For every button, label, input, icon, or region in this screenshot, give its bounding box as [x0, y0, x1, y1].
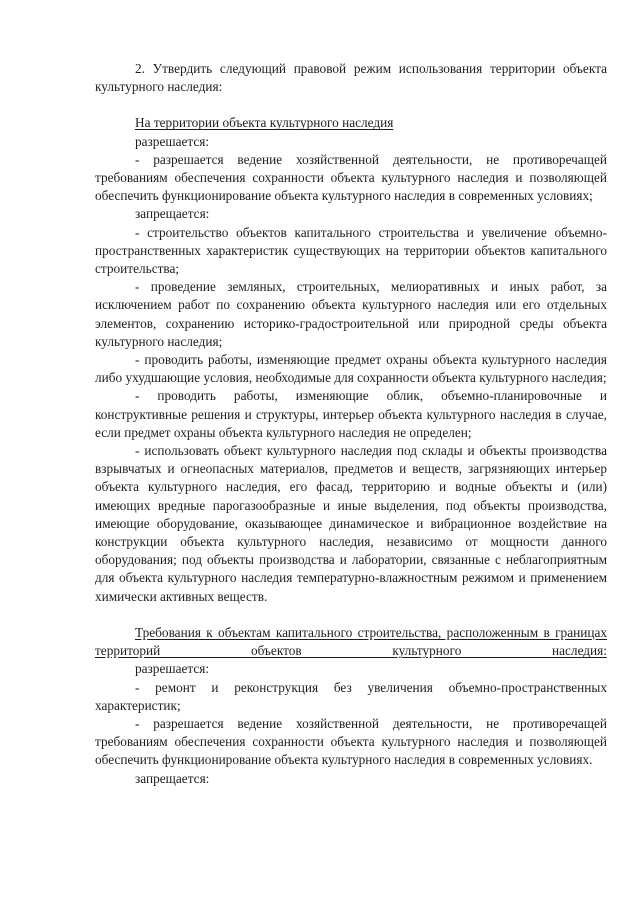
document-body [95, 60, 607, 788]
section1-forbidden-item: - строительство объектов капитального строительства и увеличение объемно-пространственных характеристик существующих на территории объектов капитального строительства; [95, 224, 607, 277]
section1-forbidden-item: - проводить работы, изменяющие предмет охраны объекта культурного наследия либо ухудшающие условия, необходимые для сохранности объекта культурного наследия; [95, 352, 607, 386]
section1-forbidden-item: - проведение земляных, строительных, мелиоративных и иных работ, за исключением работ по сохранению объекта культурного наследия или его отдельных элементов, сохранению историко-градостроительной или природной среды объекта культурного наследия; [95, 279, 607, 349]
section1-allowed-item: - разрешается ведение хозяйственной деятельности, не противоречащей требованиям обеспечения сохранности объекта культурного наследия и позволяющей обеспечить функционирование объекта культурного наследия в современных условиях; [95, 151, 607, 204]
spacer [95, 96, 607, 114]
section1-forbidden-item: - использовать объект культурного наследия под склады и объекты производства взрывчатых и огнеопасных материалов, предметов и веществ, загрязняющих интерьер объекта культурного наследия, его фасад, территорию и водные объекты и (или) имеющих вредные парогазообразные и иные выделения, под объекты производства, имеющие оборудование, оказывающее динамическое и вибрационное воздействие на конструкции объекта культурного наследия, независимо от мощности данного оборудования; под объекты производства и лаборатории, связанные с неблагоприятным для объекта культурного наследия температурно-влажностным режимом и применением химически активных веществ. [95, 443, 607, 604]
section2-heading: Требования к объектам капитального строительства, расположенным в границах территорий объектов культурного наследия: [95, 624, 607, 659]
intro-paragraph: 2. Утвердить следующий правовой режим использования территории объекта культурного наследия: [95, 61, 607, 95]
section2-allowed-item: - разрешается ведение хозяйственной деятельности, не противоречащей требованиям обеспечения сохранности объекта культурного наследия и позволяющей обеспечить функционирование объекта культурного наследия в современных условиях. [95, 715, 607, 768]
section2-allowed-item: - ремонт и реконструкция без увеличения объемно-пространственных характеристик; [95, 679, 607, 713]
section2-allowed-label: разрешается: [135, 661, 210, 677]
spacer [95, 606, 607, 624]
section1-forbidden-label: запрещается: [135, 206, 210, 222]
section1-allowed-label: разрешается: [135, 133, 210, 149]
section2-forbidden-label: запрещается: [135, 770, 210, 786]
section1-heading: На территории объекта культурного наследия [135, 115, 394, 131]
section1-forbidden-item: - проводить работы, изменяющие облик, объемно-планировочные и конструктивные решения и структуры, интерьер объекта культурного наследия в случае, если предмет охраны объекта культурного наследия не определен; [95, 388, 607, 440]
